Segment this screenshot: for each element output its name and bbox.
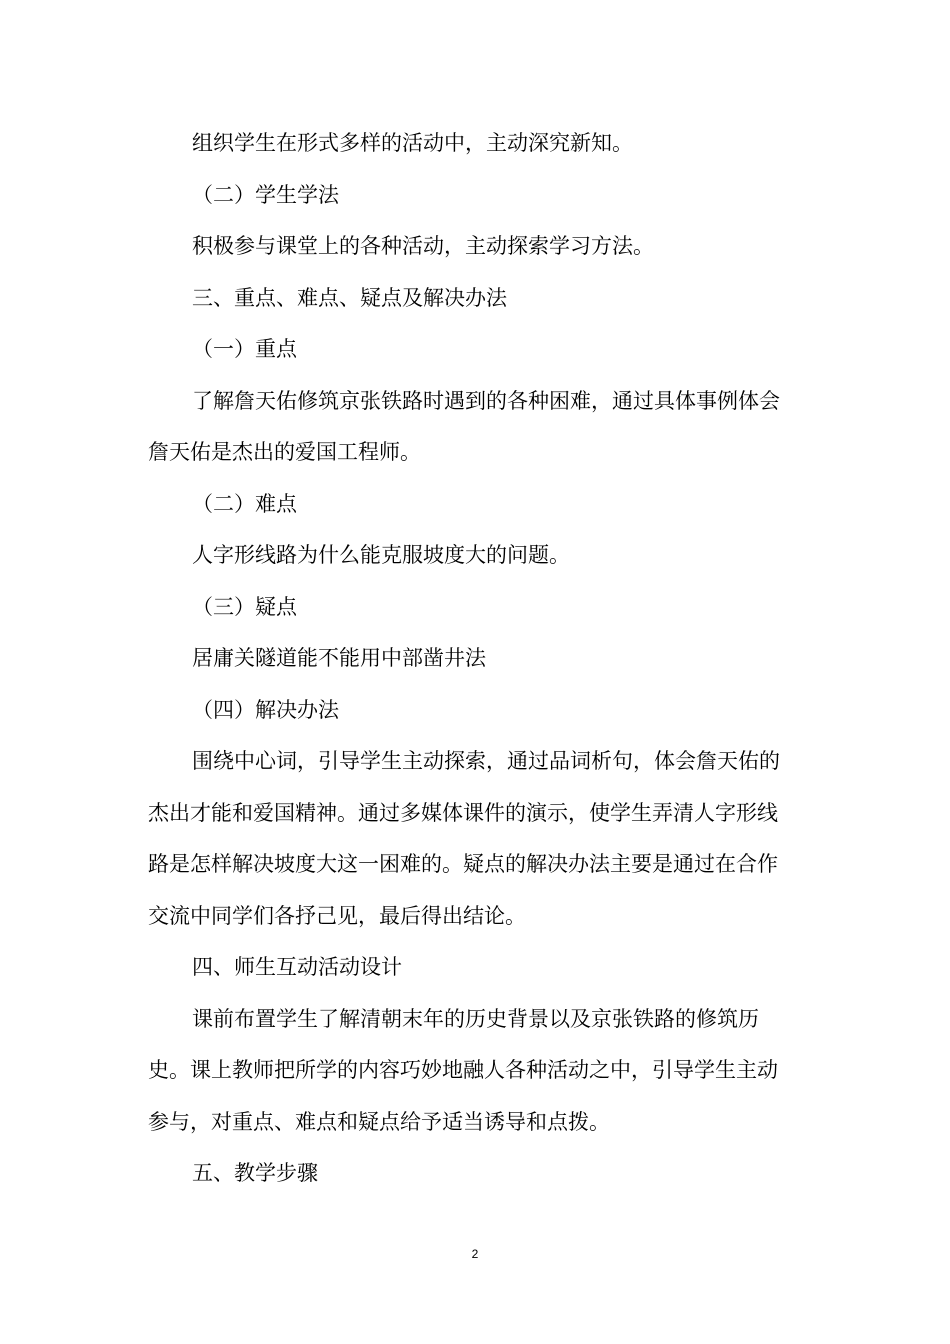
heading-section-five: 五、教学步骤 — [192, 1161, 318, 1185]
heading-key-point: （一）重点 — [192, 337, 297, 361]
paragraph-doubtful-point: 居庸关隧道能不能用中部凿井法 — [192, 646, 486, 670]
document-body — [148, 118, 798, 1200]
heading-solution: （四）解决办法 — [192, 697, 339, 722]
page-number: 2 — [471, 1247, 479, 1261]
paragraph-key-point: 了解詹天佑修筑京张铁路时遇到的各种困难，通过具体事例体会詹天佑是杰出的爱国工程师。 — [148, 388, 780, 464]
heading-section-four: 四、师生互动活动设计 — [192, 955, 402, 979]
heading-student-method: （二）学生学法 — [192, 182, 339, 207]
heading-doubtful-point: （三）疑点 — [192, 594, 297, 619]
paragraph-difficult-point: 人字形线路为什么能克服坡度大的问题。 — [192, 543, 570, 567]
heading-section-three: 三、重点、难点、疑点及解决办法 — [192, 285, 507, 310]
paragraph-interaction-design: 课前布置学生了解清朝末年的历史背景以及京张铁路的修筑历史。课上教师把所学的内容巧妙地融人各种活动之中，引导学生主动参与，对重点、难点和疑点给予适当诱导和点拨。 — [148, 1006, 778, 1134]
heading-difficult-point: （二）难点 — [192, 491, 297, 516]
paragraph-student-method: 积极参与课堂上的各种活动，主动探索学习方法。 — [192, 234, 654, 258]
paragraph-activity-summary: 组织学生在形式多样的活动中，主动深究新知。 — [192, 131, 633, 155]
paragraph-solution: 围绕中心词，引导学生主动探索，通过品词析句，体会詹天佑的杰出才能和爱国精神。通过多媒体课件的演示，使学生弄清人字形线路是怎样解决坡度大这一困难的。疑点的解决办法主要是通过在合作交流中同学们各抒己见，最后得出结论。 — [148, 749, 780, 928]
